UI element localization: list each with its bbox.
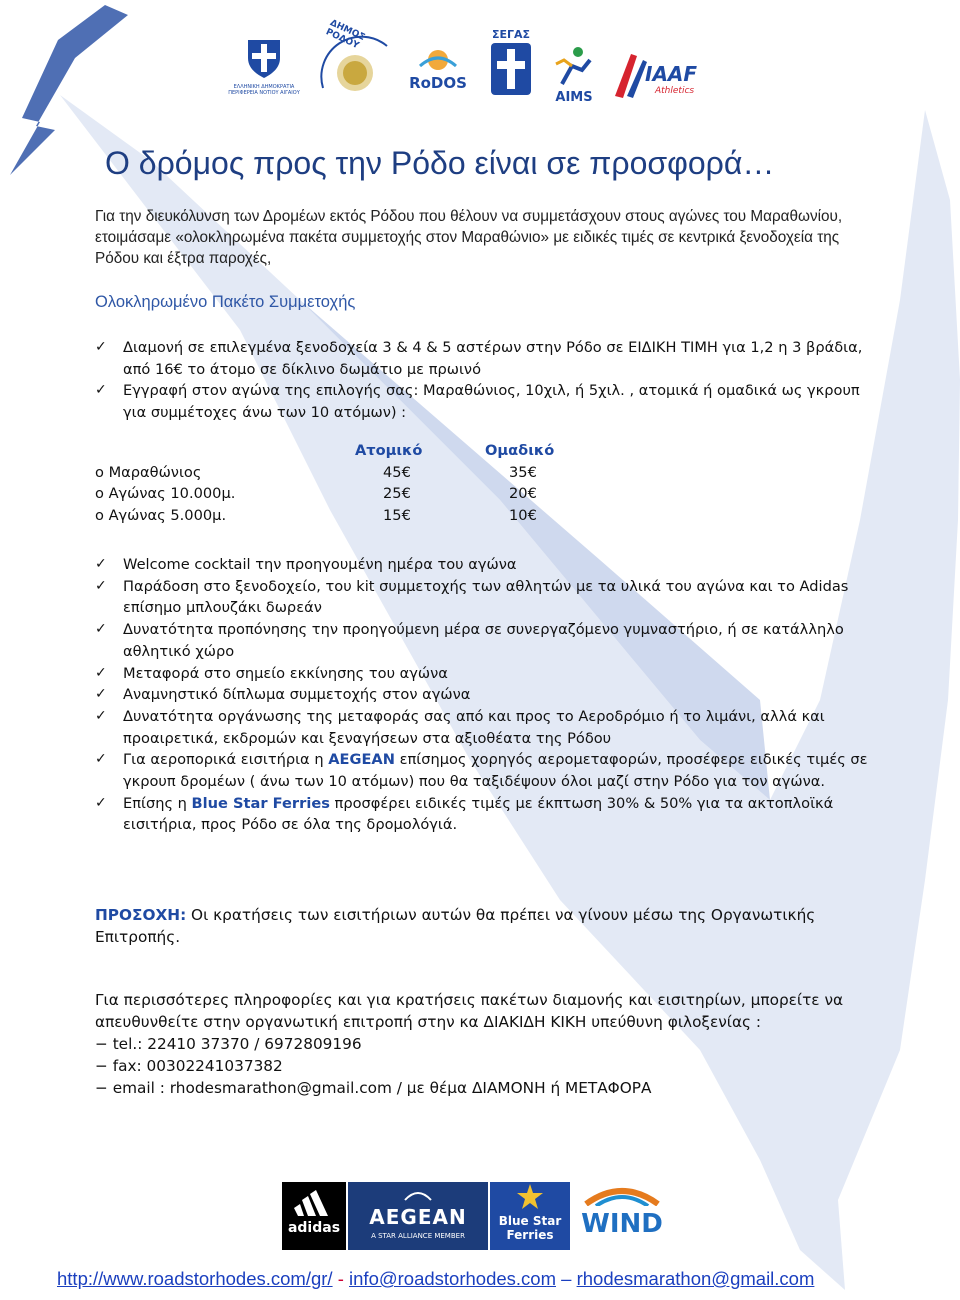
price-group: 20€ (509, 485, 537, 502)
check-icon: ✓ (95, 664, 107, 681)
bluestar-logo-subtext: Ferries (506, 1228, 554, 1242)
col-group-header: Ομαδικό (485, 442, 555, 459)
wind-arc-icon (582, 1184, 662, 1206)
list-item (95, 663, 885, 685)
segas-emblem-icon (489, 41, 533, 97)
runner-icon (552, 46, 596, 86)
segas-logo-text: ΣΕΓΑΣ (491, 28, 531, 41)
price-group: 10€ (509, 506, 537, 524)
package-list-b (95, 554, 885, 836)
list-item-aegean: ✓ Για αεροπορικά εισιτήρια η AEGEAN επίσημος χορηγός αερομεταφορών, προσέφερε ειδικές τιμές σε γκρουπ δρομέων ( άνω των 10 ατόμων) που θα ταξιδέψουν όλοι μαζί στην Ρόδο για τον αγώνα. (95, 751, 868, 791)
col-individual-header: Ατομικό (355, 442, 423, 459)
table-row (95, 485, 585, 507)
check-icon: ✓ (95, 794, 107, 811)
warning-label: ΠΡΟΣΟΧΗ: (95, 906, 187, 924)
price-table (95, 442, 585, 528)
check-icon: ✓ (95, 577, 107, 594)
check-icon: ✓ (95, 751, 107, 768)
adidas-stripes-icon (294, 1190, 334, 1216)
rodos-logo (403, 42, 473, 102)
aegean-logo-subtext: A STAR ALLIANCE MEMBER (371, 1232, 465, 1240)
warning-note: ΠΡΟΣΟΧΗ: Οι κρατήσεις των εισιτήριων αυτών θα πρέπει να γίνουν μέσω της Οργανωτικής Επιτροπής. (95, 906, 816, 946)
iaaf-logo (609, 50, 709, 110)
partner-logos (225, 18, 705, 114)
check-icon: ✓ (95, 686, 107, 703)
rodos-logo-text: RoDOS (409, 74, 467, 92)
footer-links (57, 1268, 917, 1290)
check-icon: ✓ (95, 707, 107, 724)
footer-separator: - (332, 1268, 350, 1289)
price-individual: 25€ (383, 485, 411, 502)
contact-item: − email : rhodesmarathon@gmail.com / με θέμα ΔΙΑΜΟΝΗ ή ΜΕΤΑΦΟΡΑ (95, 1079, 652, 1097)
list-item (95, 337, 885, 380)
segas-logo (483, 28, 539, 108)
list-item (95, 576, 885, 619)
iaaf-swoosh-icon (609, 50, 649, 100)
list-item-text: Δυνατότητα οργάνωσης της μεταφοράς σας από και προς το Αεροδρόμιο ή το λιμάνι, αλλά και προαιρετικά, εκδρομών και ξεναγήσεων στα αξιοθέατα της Ρόδου (123, 707, 825, 747)
contact-item: − tel.: 22410 37370 / 6972809196 (95, 1035, 362, 1053)
iaaf-logo-text: IAAF (645, 62, 698, 86)
aegean-bird-icon (403, 1186, 433, 1202)
list-item-text: Δυνατότητα προπόνησης την προηγούμενη μέρα σε συνεργαζόμενο γυμναστήριο, ή σε κατάλληλο αθλητικό χώρο (123, 621, 844, 660)
municipality-logo-text: ΔΗΜΟΣ ΡΟΔΟΥ (324, 18, 367, 52)
sponsor-logos (282, 1182, 672, 1252)
race-name: ο Μαραθώνιος (95, 463, 202, 481)
region-logo-text: ΕΛΛΗΝΙΚΗ ΔΗΜΟΚΡΑΤΙΑ ΠΕΡΙΦΕΡΕΙΑ ΝΟΤΙΟΥ ΑΙΓΑΙΟΥ (228, 84, 300, 96)
aims-logo (543, 46, 605, 112)
aegean-logo (348, 1182, 488, 1250)
table-row (95, 507, 585, 529)
aims-logo-text: AIMS (555, 90, 593, 105)
package-list-a (95, 337, 885, 424)
table-header-row (95, 442, 585, 464)
price-group: 35€ (509, 463, 537, 481)
package-heading: Ολοκληρωμένο Πακέτο Συμμετοχής (95, 293, 356, 311)
table-row (95, 464, 585, 486)
price-individual: 45€ (383, 463, 411, 481)
greek-emblem-icon (244, 36, 284, 80)
sun-icon (418, 42, 458, 70)
race-name: ο Αγώνας 5.000μ. (95, 506, 227, 524)
wind-logo-text: WIND (581, 1209, 663, 1239)
list-item-text: Welcome cocktail την προηγουμένη ημέρα του αγώνα (123, 556, 517, 573)
intro-paragraph: Για την διευκόλυνση των Δρομέων εκτός Ρόδου που θέλουν να συμμετάσχουν στους αγώνες του Μαραθωνίου, ετοιμάσαμε «ολοκληρωμένα πακέτα συμμετοχής στον Μαραθώνιο» με ειδικές τιμές σε κεντρικά ξενοδοχεία της Ρόδου και έξτρα παροχές, (95, 208, 843, 267)
star-icon (516, 1184, 544, 1210)
marathon-email-link[interactable]: rhodesmarathon@gmail.com (576, 1268, 815, 1289)
info-section (95, 989, 885, 1099)
adidas-logo (282, 1182, 346, 1250)
list-item (95, 554, 885, 576)
contact-list (95, 1033, 885, 1099)
region-logo (225, 36, 303, 96)
check-icon: ✓ (95, 339, 107, 355)
check-icon: ✓ (95, 621, 107, 638)
website-link[interactable]: http://www.roadstorhodes.com/gr/ (57, 1268, 333, 1289)
page-title: Ο δρόμος προς την Ρόδο είναι σε προσφορά… (105, 145, 775, 181)
list-item-bluestar: ✓ Επίσης η Blue Star Ferries προσφέρει ειδικές τιμές με έκπτωση 30% & 50% για τα ακτοπλοϊκά εισιτήρια, προς Ρόδο σε όλα της δρομολόγιά. (95, 794, 834, 834)
list-item-text: Μεταφορά στο σημείο εκκίνησης του αγώνα (123, 664, 448, 682)
municipality-logo (315, 18, 395, 98)
iaaf-logo-subtext: Athletics (655, 86, 695, 96)
info-email-link[interactable]: info@roadstorhodes.com (349, 1268, 556, 1289)
check-icon: ✓ (95, 556, 107, 572)
aegean-brand: AEGEAN (328, 751, 395, 769)
list-item-text: Εγγραφή στον αγώνα της επιλογής σας: Μαραθώνιος, 10χιλ, ή 5χιλ. , ατομικά ή ομαδικά ως γκρουπ για συμμέτοχες άνω των 10 ατόμων) : (123, 382, 860, 422)
footer-separator: – (556, 1268, 577, 1289)
list-item-text: Αναμνηστικό δίπλωμα συμμετοχής στον αγώνα (123, 686, 471, 704)
price-individual: 15€ (383, 506, 411, 524)
aegean-logo-text: AEGEAN (369, 1205, 467, 1229)
list-item-text: Διαμονή σε επιλεγμένα ξενοδοχεία 3 & 4 & 5 αστέρων στην Ρόδο σε ΕΙΔΙΚΗ ΤΙΜΗ για 1,2 η 3 βράδια, από 16€ το άτομο σε δίκλινο δωμάτιο με πρωινό (123, 339, 863, 378)
bluestar-logo-text: Blue Star (498, 1214, 562, 1228)
list-item (95, 706, 885, 749)
list-item-text: Παράδοση στο ξενοδοχείο, του kit συμμετοχής των αθλητών με τα υλικά του αγώνα και το Adidas επίσημο μπλουζάκι δωρεάν (123, 577, 849, 617)
bluestar-brand: Blue Star Ferries (191, 794, 330, 812)
race-name: ο Αγώνας 10.000μ. (95, 485, 236, 502)
contact-item: − fax: 00302241037382 (95, 1057, 283, 1075)
list-item (95, 619, 885, 662)
list-item (95, 380, 885, 423)
wind-logo (572, 1182, 672, 1250)
adidas-logo-text: adidas (287, 1220, 341, 1236)
list-item (95, 684, 885, 706)
info-paragraph: Για περισσότερες πληροφορίες και για κρατήσεις πακέτων διαμονής και εισιτηρίων, μπορείτε να απευθυνθείτε στην οργανωτική επιτροπή στην κα ΔΙΑΚΙΔΗ ΚΙΚΗ υπεύθυνη φιλοξενίας : (95, 991, 844, 1031)
bluestar-logo (490, 1182, 570, 1250)
check-icon: ✓ (95, 382, 107, 399)
